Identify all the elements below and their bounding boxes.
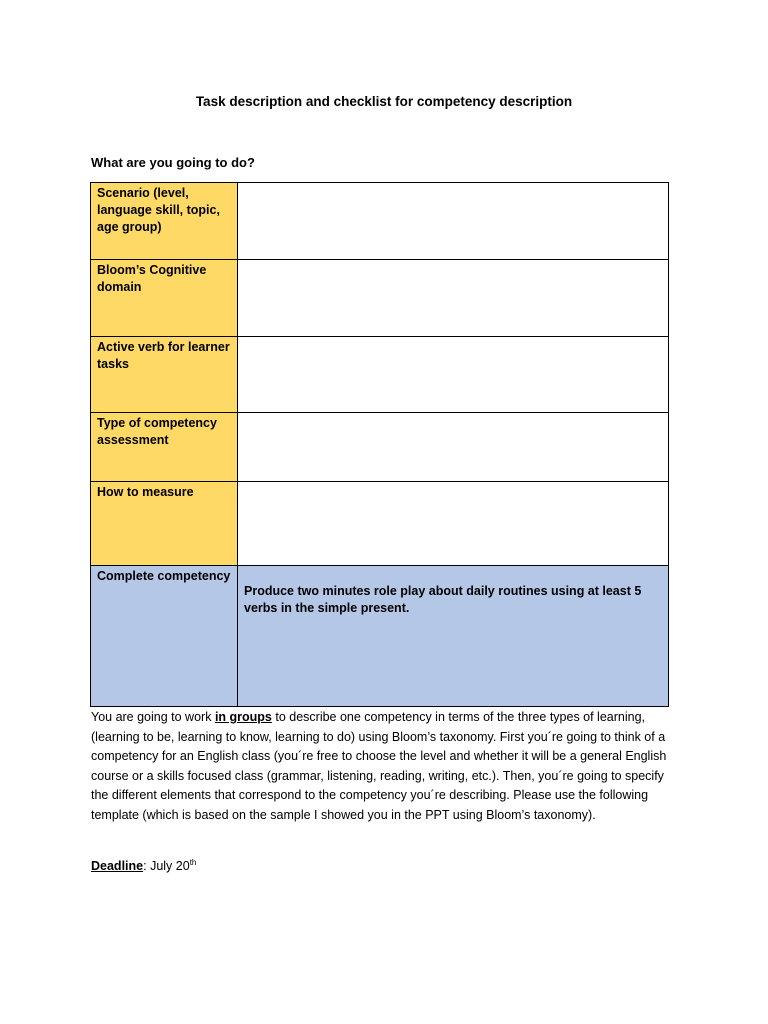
row-label-complete-competency: Complete competency xyxy=(97,569,231,583)
row-label-blooms-domain: Bloom’s Cognitive domain xyxy=(97,263,207,294)
row-label-cell xyxy=(91,413,238,482)
instructions-text-before: You are going to work xyxy=(91,710,215,724)
row-value-scenario xyxy=(238,183,668,200)
row-value-cell xyxy=(238,482,669,566)
table-row xyxy=(91,566,669,707)
table-row xyxy=(91,413,669,482)
row-value-cell xyxy=(238,566,669,707)
row-value-cell xyxy=(238,260,669,337)
table-row xyxy=(91,337,669,413)
table-row xyxy=(91,482,669,566)
deadline-label: Deadline xyxy=(91,859,144,873)
row-label-cell xyxy=(91,337,238,413)
row-value-blooms-domain xyxy=(238,260,668,277)
table-row xyxy=(91,183,669,260)
row-value-cell xyxy=(238,337,669,413)
deadline-suffix: th xyxy=(189,857,197,867)
row-label-cell xyxy=(91,566,238,707)
table-row xyxy=(91,260,669,337)
row-label-active-verb: Active verb for learner tasks xyxy=(97,340,230,371)
row-value-assessment-type xyxy=(238,413,668,430)
row-value-complete-competency: Produce two minutes role play about daily routines using at least 5 verbs in the simple present. xyxy=(244,584,642,615)
deadline-separator: : xyxy=(143,859,147,873)
instructions-text-after: to describe one competency in terms of the three types of learning, (learning to be, learning to know, learning to do) using Bloom’s taxonomy. First you´re going to think of a competency for an English class (you´re free to choose the level and whether it will be a general English course or a skills focused class (grammar, listening, reading, writing, etc.). Then, you´re going to specify the different elements that correspond to the competency you´re describing. Please use the following template (which is based on the sample I showed you in the PPT using Bloom’s taxonomy). xyxy=(91,710,667,822)
row-label-how-to-measure: How to measure xyxy=(97,485,194,499)
row-label-assessment-type: Type of competency assessment xyxy=(97,416,217,447)
row-label-cell xyxy=(91,183,238,260)
row-value-cell xyxy=(238,183,669,260)
row-value-active-verb xyxy=(238,337,668,354)
row-value-cell xyxy=(238,413,669,482)
instructions-paragraph xyxy=(91,708,681,825)
row-label-cell xyxy=(91,482,238,566)
section-question: What are you going to do? xyxy=(91,155,255,170)
instructions-emphasis: in groups xyxy=(214,710,272,724)
deadline xyxy=(91,859,196,873)
document-title: Task description and checklist for competency description xyxy=(195,94,573,109)
row-label-scenario: Scenario (level, language skill, topic, age group) xyxy=(97,186,220,234)
row-value-how-to-measure xyxy=(238,482,668,499)
deadline-value: July 20 xyxy=(146,859,190,873)
competency-table xyxy=(90,182,669,707)
row-label-cell xyxy=(91,260,238,337)
